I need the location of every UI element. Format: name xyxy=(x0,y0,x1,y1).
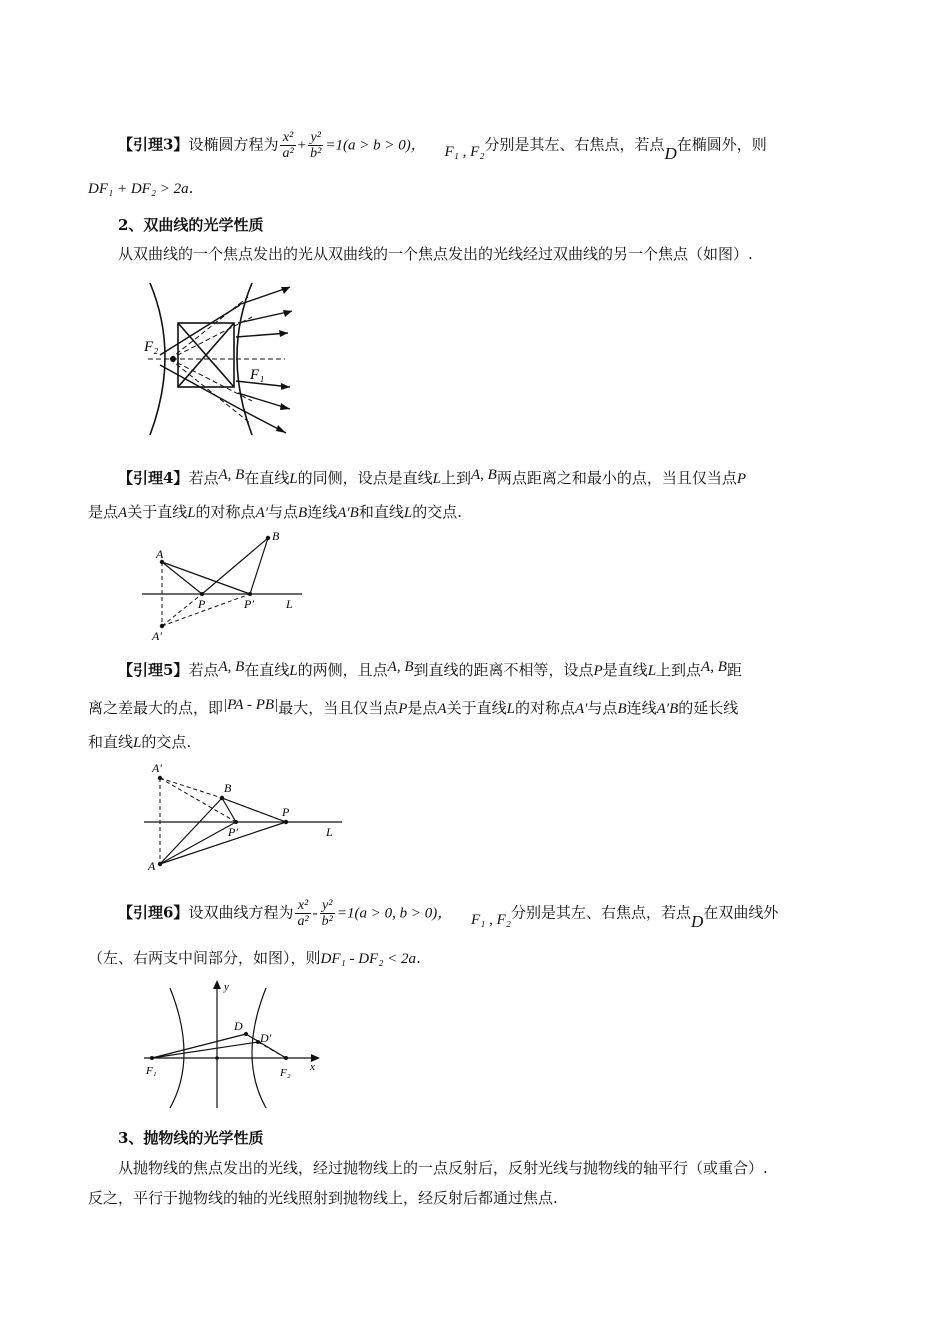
lemma3-x-fraction: $\frac{\text{x²}}{\text{a²}}$ xyxy=(282,130,294,161)
svg-text:F₁: F₁ xyxy=(146,1065,157,1077)
svg-text:x: x xyxy=(310,1061,315,1073)
svg-text:y: y xyxy=(224,981,229,993)
label-f1: F₁ xyxy=(250,367,265,383)
lemma3-line2: DF₁ + DF₂ > 2a. xyxy=(88,179,194,197)
lemma3-result: DF₁ + DF₂ > 2a xyxy=(88,181,189,197)
lemma3-y-fraction: $\frac{\text{y²}}{\text{b²}}$ xyxy=(310,130,322,161)
lemma6-result: DF₁ - DF₂ < 2a xyxy=(320,951,417,967)
label-f2: F₂ xyxy=(144,339,159,355)
svg-text:B: B xyxy=(224,781,232,795)
section3-heading: 3、抛物线的光学性质 xyxy=(118,1129,264,1147)
section2-para: 从双曲线的一个焦点发出的光从双曲线的一个焦点发出的光线经过双曲线的另一个焦点（如图）. xyxy=(118,245,753,263)
lemma5-line2: 离之差最大的点，即|PA - PB|最大，当且仅当点P是点A关于直线L的对称点A′与点B连线A′B的延长线 xyxy=(88,697,739,717)
section3-para1: 从抛物线的焦点发出的光线，经过抛物线上的一点反射后，反射光线与抛物线的轴平行（或重合）. xyxy=(118,1159,768,1177)
svg-text:B: B xyxy=(272,529,280,543)
lemma5-line1: 【引理5】若点A, B在直线L的两侧，且点A, B到直线的距离不相等，设点P是直线L上到点A, B距 xyxy=(118,659,742,679)
section2-heading: 2、双曲线的光学性质 xyxy=(118,216,264,234)
section3-para2: 反之，平行于抛物线的轴的光线照射到抛物线上，经反射后都通过焦点. xyxy=(88,1189,558,1207)
svg-text:A′: A′ xyxy=(152,629,162,643)
svg-text:D: D xyxy=(234,1019,243,1033)
svg-text:L: L xyxy=(326,825,333,839)
svg-text:F₂: F₂ xyxy=(280,1067,291,1079)
lemma4-line1: 【引理4】若点A, B在直线L的同侧，设点是直线L上到A, B两点距离之和最小的点，当且仅当点P xyxy=(118,467,747,487)
svg-text:A: A xyxy=(156,547,164,561)
lemma3-line1: 【引理3】设椭圆方程为 $\frac{\text{x²}}{\text{a²}}$ + $\frac{\text{y²}}{\text{b²}}$ =1(a > b > 0)， F₁ , F₂分别是其左、右焦点，若点D在椭圆外，则 xyxy=(118,130,767,163)
lemma6-x-fraction: $\frac{\text{x²}}{\text{a²}}$ xyxy=(297,898,309,929)
lemma6-figure xyxy=(140,978,325,1113)
lemma3-tag: 【引理3】 xyxy=(118,135,189,154)
svg-text:P: P xyxy=(198,597,206,611)
hyperbola-optics-figure xyxy=(140,275,300,445)
lemma6-y-fraction: $\frac{\text{y²}}{\text{b²}}$ xyxy=(321,898,333,929)
lemma6-line1: 【引理6】设双曲线方程为 $\frac{\text{x²}}{\text{a²}}$ - $\frac{\text{y²}}{\text{b²}}$ =1(a > 0, b > 0)， F₁ , F₂分别是其左、右焦点，若点D在双曲线外 xyxy=(118,898,779,931)
svg-text:P′: P′ xyxy=(244,597,254,611)
svg-text:A: A xyxy=(148,859,156,873)
svg-text:P′: P′ xyxy=(228,825,238,839)
lemma5-figure xyxy=(140,760,350,878)
svg-text:L: L xyxy=(286,597,293,611)
lemma6-line2: （左、右两支中间部分，如图），则DF₁ - DF₂ < 2a. xyxy=(88,949,421,967)
svg-text:D′: D′ xyxy=(260,1031,272,1045)
lemma5-line3: 和直线L的交点. xyxy=(88,733,192,751)
svg-text:P: P xyxy=(282,805,290,819)
lemma3-foci: F₁ , F₂ xyxy=(444,143,485,160)
lemma4-figure xyxy=(140,528,310,646)
svg-text:A′: A′ xyxy=(152,761,162,775)
lemma4-line2: 是点A关于直线L的对称点A′与点B连线A′B和直线L的交点. xyxy=(88,503,462,521)
